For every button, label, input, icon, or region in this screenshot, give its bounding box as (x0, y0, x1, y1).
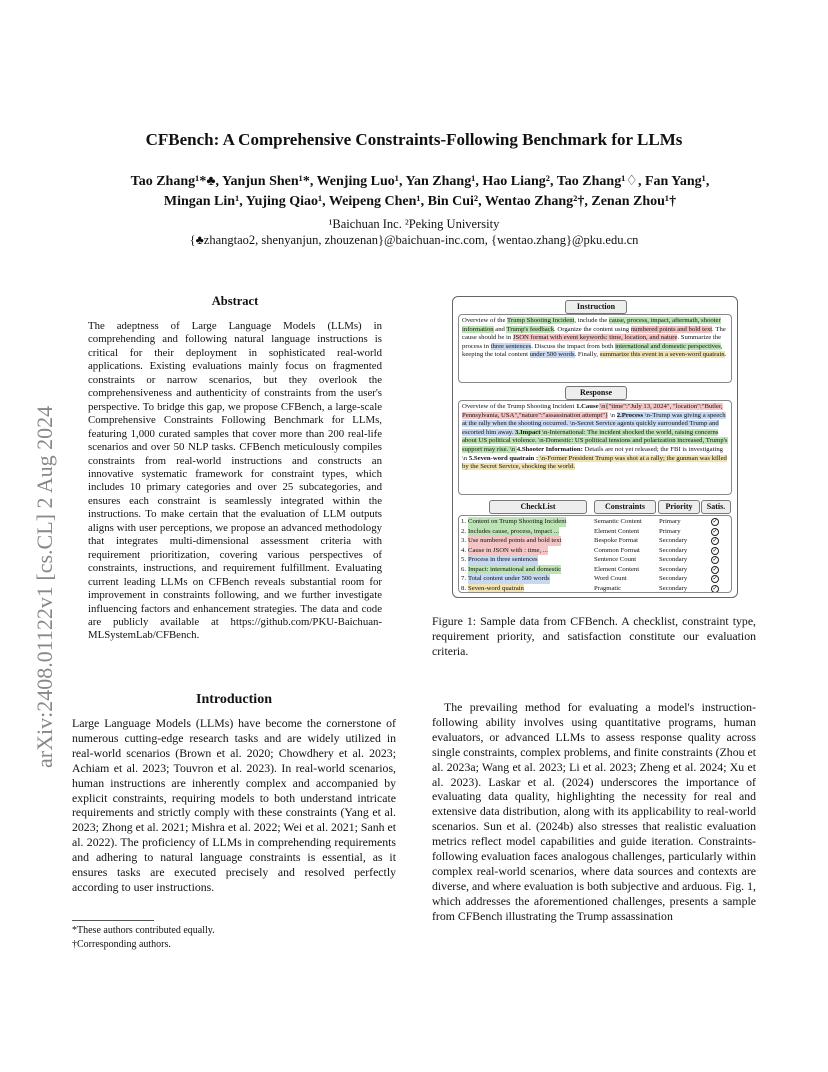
checklist-row-priority: Secondary (659, 556, 688, 563)
instruction-segment: summarize this event in a seven-word quatrain (599, 351, 725, 359)
checklist-row-constraint: Element Content (594, 565, 640, 573)
checklist-row-constraint: Common Format (594, 546, 640, 554)
checklist-row-priority: Primary (659, 527, 681, 535)
footnote-equal-contribution: *These authors contributed equally. (72, 925, 215, 936)
instruction-segment: Trump's feedback (506, 325, 555, 333)
response-segment: Overview of the Trump Shooting Incident (462, 403, 577, 410)
check-circle-icon: ✓ (712, 538, 718, 544)
checklist-heading: CheckList (489, 500, 587, 514)
check-circle-icon: ✓ (712, 547, 718, 554)
checklist-row (459, 555, 731, 565)
response-segment: 2.Process (616, 411, 644, 419)
checklist-row-number: 7. (461, 575, 467, 582)
check-circle-icon: ✓ (712, 557, 718, 563)
abstract-body: The adeptness of Large Language Models (LLMs) in comprehending and following natural language instructions is critical for their deployment in sophisticated real-world applications. Existing evaluations mainly focus on fragmented constraints or narrow scenarios, but they overlook the comprehensiveness and authenticity of constraints from the user's perspective. To bridge this gap, we propose CFBench, a large-scale Comprehensive Constraints Following Benchmark for LLMs, featuring 1,000 curated samples that cover more than 200 real-life scenarios and over 50 NLP tasks. CFBench meticulously compiles constraints from real-world instructions and constructs an innovative systematic framework for constraint types, which includes 10 primary categories and over 25 subcategories, and ensures each constraint is seamlessly integrated within the instructions. To make certain that the evaluation of LLM outputs aligns with user perceptions, we propose an advanced methodology that integrates multi-dimensional assessment criteria with requirement prioritization, covering various perspectives of constraints, instructions, and requirement fulfillment. Evaluating current leading LLMs on CFBench reveals substantial room for improvement in constraints following, and we further investigate influencing factors and enhancement strategies. The data and code are publicly available at https://github.com/PKU-Baichuan-MLSystemLab/CFBench. (88, 320, 382, 642)
checklist-row-priority: Secondary (659, 575, 688, 582)
checklist-row-constraint: Bespoke Format (594, 537, 639, 544)
checklist-row-number: 6. (461, 565, 467, 573)
response-segment: \n-Trump was giving a speech at the rally when the shooting occurred. \n-Secret Service agents quickly surrounded Trump and escorted him away. (462, 411, 726, 436)
checklist-row-number: 8. (461, 584, 467, 592)
checklist-box (458, 515, 732, 593)
checklist-row-number: 1. (461, 518, 467, 525)
checklist-row-number: 2. (461, 527, 467, 535)
footnote-corresponding: †Corresponding authors. (72, 939, 171, 950)
check-circle-icon: ✓ (712, 566, 718, 573)
instruction-segment: . Finally, (574, 351, 600, 359)
priority-heading: Priority (658, 500, 700, 514)
checklist-row-priority: Primary (659, 518, 681, 525)
instruction-heading: Instruction (565, 300, 627, 314)
instruction-segment: , include the (574, 317, 609, 324)
constraints-heading: Constraints (594, 500, 656, 514)
satisfaction-heading: Satis. (701, 500, 731, 514)
response-segment: 3.Impact (515, 428, 541, 436)
checklist-row-text: Content on Trump Shooting Incident (468, 518, 567, 525)
email-line: {♣zhangtao2, shenyanjun, zhouzenan}@baichuan-inc.com, {wentao.zhang}@pku.edu.cn (189, 233, 639, 247)
arxiv-stamp (14, 298, 57, 768)
checklist-row (459, 574, 731, 584)
instruction-segment: . Discuss the impact from both (531, 342, 616, 350)
response-segment: \n{"time":"July 13, 2024", "location":"Butler, Pennsylvania, USA","nature":"assassination attempt"} (462, 403, 723, 419)
footnote-rule (72, 920, 154, 921)
checklist-row-constraint: Semantic Content (594, 518, 642, 525)
checklist-row-text: Seven-word quatrain (468, 584, 524, 592)
instruction-segment: numbered points and bold text (630, 325, 713, 333)
checklist-row-text: Total content under 500 words (468, 575, 550, 582)
checklist-row (459, 565, 731, 575)
instruction-segment: three sentences (490, 342, 532, 350)
check-circle-icon: ✓ (712, 576, 718, 582)
instruction-segment: under 500 words (529, 351, 575, 359)
checklist-row-text: Impact: international and domestic (468, 565, 562, 573)
check-circle-icon: ✓ (712, 519, 718, 525)
instruction-segment: cause, process, impact, aftermath, shooter information (462, 317, 721, 333)
checklist-row-number: 3. (461, 537, 467, 544)
affiliations (0, 216, 828, 248)
response-segment: 5.Seven-word quatrain : (468, 454, 539, 462)
affiliation-line: ¹Baichuan Inc. ²Peking University (328, 217, 500, 231)
response-box (458, 400, 732, 495)
checklist-row-number: 5. (461, 556, 467, 563)
instruction-segment: international and domestic perspectives (615, 342, 721, 350)
checklist-row-priority: Secondary (659, 546, 688, 554)
instruction-segment: and (493, 325, 507, 333)
figure-1 (452, 296, 738, 598)
authors-line-2: Mingan Lin¹, Yujing Qiao¹, Weipeng Chen¹, Bin Cui², Wentao Zhang²†, Zenan Zhou¹† (163, 194, 677, 209)
checklist-row-constraint: Word Count (594, 575, 627, 582)
checklist-row-number: 4. (461, 546, 467, 554)
instruction-segment: . Organize the content using (554, 325, 631, 333)
instruction-segment: Overview of the (462, 317, 508, 324)
checklist-row-text: Includes cause, process, impact ... (468, 527, 559, 535)
instruction-segment: , keeping the total content (462, 342, 723, 359)
response-segment: \n (608, 411, 617, 419)
instruction-segment: . The cause should be in (462, 325, 726, 342)
right-column-body: The prevailing method for evaluating a model's instruction-following ability involves using quantitative programs, human evaluators, or advanced LLMs to assess response quality across single constraints, complex problems, and finite constraints (Zhou et al. 2023a; Wang et al. 2023; Li et al. 2023; Zheng et al. 2024; Xu et al. 2023). Laskar et al. (2024) underscores the importance of evaluating data quality, highlighting the necessity for real and extensive data distribution, along with its applicability to real-world scenarios. Sun et al. (2024b) also stresses that realistic evaluation metrics reflect model capabilities and guide iteration. Constraints-following evaluation faces analogous challenges, particularly within complex real-world scenarios, where data sources and contexts are diverse, and where evaluation is both subjective and arduous. Fig. 1, which addresses the aforementioned challenges, presents a sample from CFBench illustrating the Trump assassination (432, 700, 756, 923)
checklist-row-constraint: Element Content (594, 527, 640, 535)
response-heading: Response (565, 386, 627, 400)
checklist-row-text: Process in three sentences (468, 556, 538, 563)
checklist-row-priority: Secondary (659, 584, 688, 592)
checklist-row-text: Cause in JSON with : time, ... (468, 546, 548, 554)
checklist-row (459, 517, 731, 527)
arxiv-id: arXiv:2408.01122v1 [cs.CL] 2 Aug 2024 (32, 405, 57, 768)
response-segment: Details are not yet released; the FBI is investigating \n (462, 445, 724, 462)
authors-line-1: Tao Zhang¹*♣, Yanjun Shen¹*, Wenjing Luo¹, Yan Zhang¹, Hao Liang², Tao Zhang¹♢, Fan Yang¹, (130, 174, 710, 189)
response-segment: \n-Former President Trump was shot at a rally; the gunman was killed by the Secret Service, shocking the world. (462, 454, 727, 471)
checklist-row (459, 546, 731, 556)
introduction-body: Large Language Models (LLMs) have become the cornerstone of numerous cutting-edge research tasks and are widely utilized in real-world scenarios (Brown et al. 2020; Chowdhery et al. 2023; Achiam et al. 2023; Touvron et al. 2023). In real-world scenarios, human instructions are inherently complex and accompanied by explicit constraints, requiring models to both understand intricate requirements and strictly comply with these constraints (Yang et al. 2023; Zhong et al. 2021; Mishra et al. 2022; Wei et al. 2021; Sanh et al. 2022). The proficiency of LLMs in comprehending requirements and adhering to natural language constraints is essential, as it ensures tasks are executed precisely and resolved perfectly according to user instructions. (72, 716, 396, 894)
checklist-row-priority: Secondary (659, 537, 688, 544)
introduction-heading: Introduction (196, 692, 272, 707)
abstract-heading: Abstract (211, 294, 259, 308)
response-segment: 4.Shooter Information: (516, 445, 583, 453)
checklist-row-priority: Secondary (659, 565, 688, 573)
author-list (70, 172, 770, 212)
checklist-row-text: Use numbered points and bold text (468, 537, 562, 544)
checklist-row (459, 527, 731, 537)
response-segment: \n-International: The incident shocked the world, raising concerns about US political violence. \n-Domestic: US political tensions and polarization increased, Trump's support may rise. \n (462, 428, 728, 453)
instruction-segment: . (724, 351, 727, 359)
instruction-segment: Trump Shooting Incident (507, 317, 575, 324)
checklist-row (459, 536, 731, 546)
paper-title: CFBench: A Comprehensive Constraints-Following Benchmark for LLMs (145, 130, 683, 149)
response-segment: 1.Cause (576, 403, 599, 410)
checklist-row-constraint: Pragmatic (594, 584, 622, 592)
instruction-segment: JSON format with event keywords: time, location, and nature (512, 334, 678, 342)
check-circle-icon: ✓ (712, 585, 718, 592)
instruction-box (458, 314, 732, 383)
figure-caption: Figure 1: Sample data from CFBench. A checklist, constraint type, requirement priority, and satisfaction constitute our evaluation criteria. (432, 614, 756, 658)
checklist-row (459, 584, 731, 594)
check-circle-icon: ✓ (712, 528, 718, 535)
checklist-row-constraint: Sentence Count (594, 556, 637, 563)
instruction-segment: . Summarize the process in (462, 334, 722, 350)
